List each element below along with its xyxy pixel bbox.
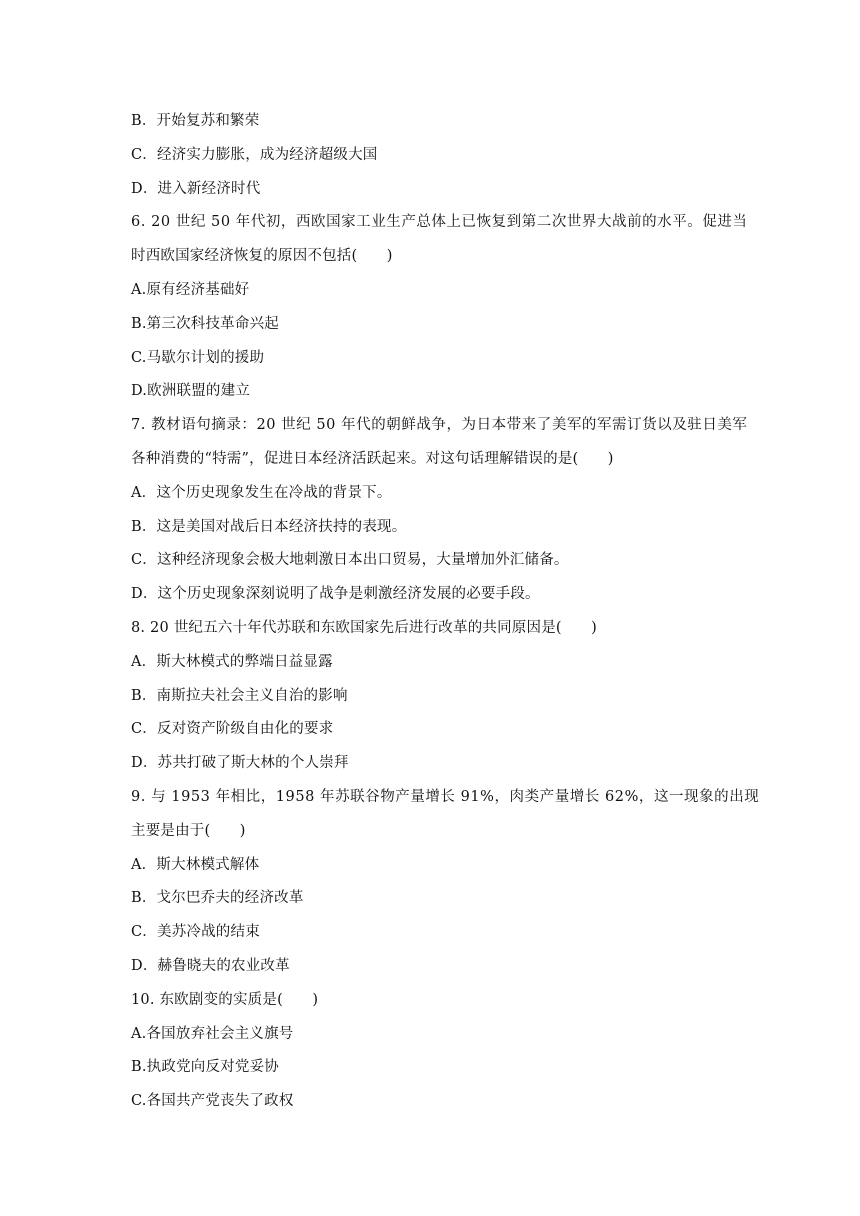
question-9-stem-line-2: 主要是由于( ) [131,822,246,839]
option-10b: B.执政党向反对党妥协 [131,1059,279,1076]
question-6-stem-line-2: 时西欧国家经济恢复的原因不包括( ) [131,248,393,265]
option-10c: C.各国共产党丧失了政权 [131,1093,294,1110]
option-8b: B．南斯拉夫社会主义自治的影响 [131,687,348,704]
question-6-stem-line-1: 6. 20 世纪 50 年代初，西欧国家工业生产总体上已恢复到第二次世界大战前的水平。促进当 [131,214,748,231]
question-9-stem-line-1: 9. 与 1953 年相比，1958 年苏联谷物产量增长 91%，肉类产量增长 62%，这一现象的出现 [131,788,760,805]
option-5c: C．经济实力膨胀，成为经济超级大国 [131,146,378,163]
option-9b: B．戈尔巴乔夫的经济改革 [131,890,304,907]
question-10-stem: 10. 东欧剧变的实质是( ) [131,991,319,1008]
option-8a: A．斯大林模式的弊端日益显露 [131,653,333,670]
option-7c: C．这种经济现象会极大地刺激日本出口贸易，大量增加外汇储备。 [131,552,569,569]
option-9d: D．赫鲁晓夫的农业改革 [131,957,290,974]
question-7-stem-line-1: 7. 教材语句摘录：20 世纪 50 年代的朝鲜战争，为日本带来了美军的军需订货以及驻日美军 [131,417,748,434]
option-5b: B．开始复苏和繁荣 [131,113,260,129]
option-9a: A．斯大林模式解体 [131,856,260,873]
option-8c: C．反对资产阶级自由化的要求 [131,721,334,738]
page-body [131,109,760,1123]
question-8-stem: 8. 20 世纪五六十年代苏联和东欧国家先后进行改革的共同原因是( ) [131,619,598,636]
question-7-stem-line-2: 各种消费的“特需”，促进日本经济活跃起来。对这句话理解错误的是( ) [131,450,614,467]
option-7b: B．这是美国对战后日本经济扶持的表现。 [131,518,407,535]
option-6b: B.第三次科技革命兴起 [131,315,279,332]
option-7a: A．这个历史现象发生在冷战的背景下。 [131,484,392,501]
option-7d: D．这个历史现象深刻说明了战争是刺激经济发展的必要手段。 [131,586,540,603]
option-9c: C．美苏冷战的结束 [131,924,260,941]
option-10a: A.各国放弃社会主义旗号 [131,1025,294,1042]
option-6d: D.欧洲联盟的建立 [131,383,251,400]
option-8d: D．苏共打破了斯大林的个人崇拜 [131,755,349,772]
option-5d: D．进入新经济时代 [131,180,261,197]
option-6a: A.原有经济基础好 [131,281,250,298]
option-6c: C.马歇尔计划的援助 [131,349,265,366]
